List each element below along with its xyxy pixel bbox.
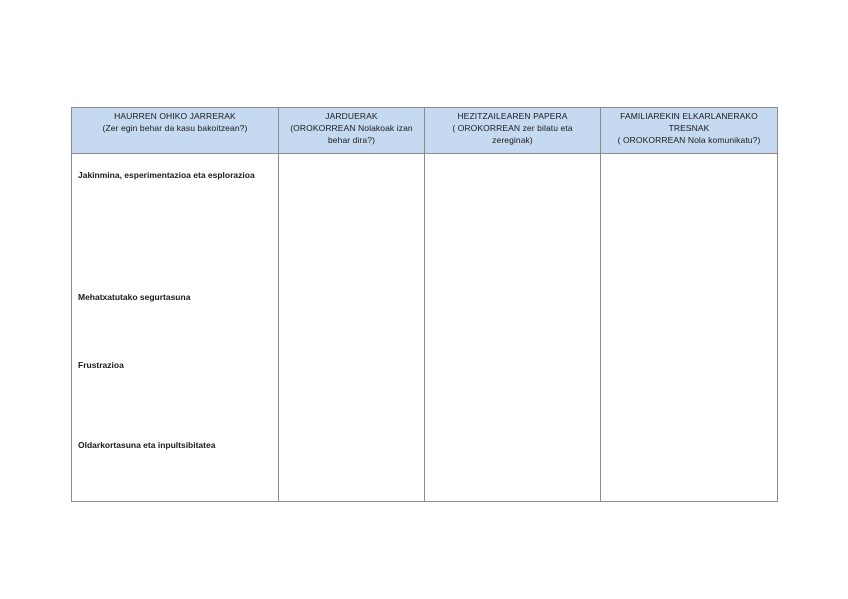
header-subtitle-2: behar dira?)	[327, 135, 376, 145]
behaviors-cell	[72, 154, 279, 502]
header-subtitle: TRESNAK	[668, 123, 710, 133]
behavior-curiosity: Jakinmina, esperimentazioa eta esplorazioa	[78, 170, 255, 180]
header-subtitle-2: ( OROKORREAN Nola komunikatu?)	[617, 135, 761, 145]
body-row	[72, 154, 778, 502]
educator-role-cell	[425, 154, 601, 502]
family-tools-cell	[601, 154, 778, 502]
header-title: JARDUERAK	[325, 111, 378, 121]
header-subtitle: ( OROKORREAN zer bilatu eta	[452, 123, 573, 133]
header-row	[72, 108, 778, 154]
header-family-tools	[601, 108, 778, 154]
planning-table	[71, 107, 778, 502]
header-behaviors	[72, 108, 279, 154]
header-subtitle: (OROKORREAN Nolakoak izan	[290, 123, 413, 133]
header-activities	[279, 108, 425, 154]
behavior-aggressiveness: Oldarkortasuna eta inpultsibitatea	[78, 440, 216, 450]
header-educator-role	[425, 108, 601, 154]
behavior-threatened-security: Mehatxatutako segurtasuna	[78, 292, 191, 302]
header-title: HAURREN OHIKO JARRERAK	[114, 111, 236, 121]
activities-cell	[279, 154, 425, 502]
header-subtitle: (Zer egin behar da kasu bakoitzean?)	[102, 123, 248, 133]
header-title: HEZITZAILEAREN PAPERA	[457, 111, 568, 121]
header-title: FAMILIAREKIN ELKARLANERAKO	[620, 111, 758, 121]
header-subtitle-2: zereginak)	[492, 135, 533, 145]
behavior-frustration: Frustrazioa	[78, 360, 124, 370]
